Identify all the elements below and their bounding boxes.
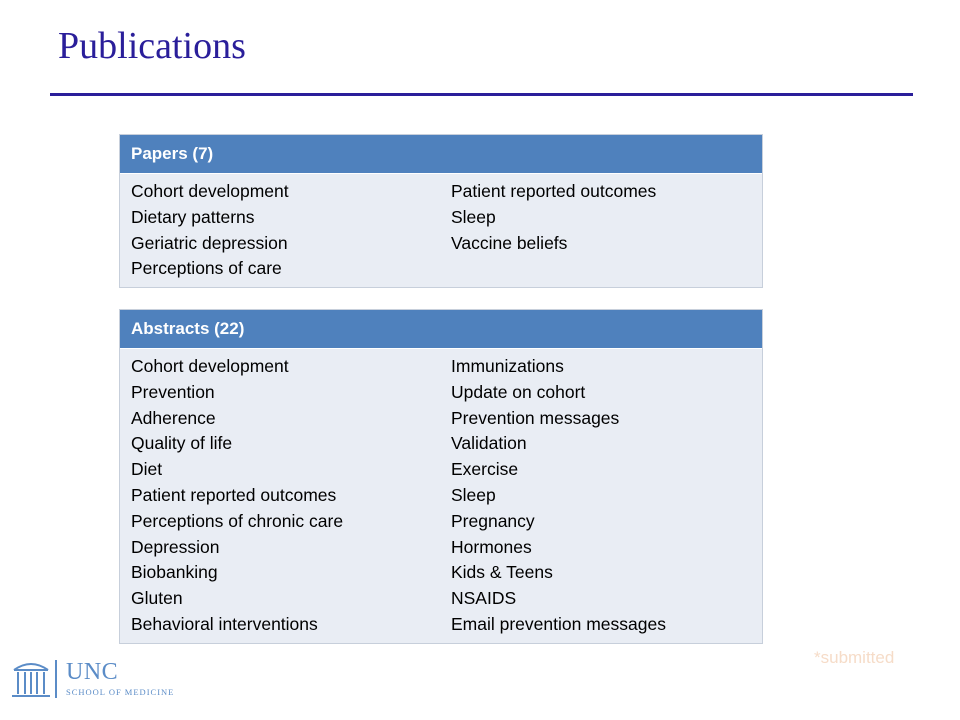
topic-item: Behavioral interventions [131,613,318,634]
topic-item: Dietary patterns [131,206,255,227]
title-underline [50,93,913,96]
abstracts-right-column [451,354,762,643]
topic-item: Exercise [451,459,519,480]
topic-item: Perceptions of care [131,258,282,279]
topic-item: Diet [131,459,163,480]
abstracts-table [119,309,763,644]
papers-right-column [451,179,762,287]
topic-item: Prevention [131,381,215,402]
abstracts-body [120,349,762,643]
topic-item: Patient reported outcomes [131,484,337,505]
topic-item: Hormones [451,536,532,557]
abstracts-left-column [131,354,451,643]
topic-item: Prevention messages [451,407,620,428]
topic-item: Cohort development [131,181,289,201]
topic-item: Perceptions of chronic care [131,510,344,531]
slide-title: Publications [58,25,246,67]
logo-subtitle: SCHOOL OF MEDICINE [66,687,175,697]
topic-item: Email prevention messages [451,613,666,634]
topic-item: Adherence [131,407,216,428]
topic-item: Biobanking [131,562,218,583]
papers-table [119,134,763,288]
topic-item: Vaccine beliefs [451,232,568,253]
topic-item: Kids & Teens [451,562,553,583]
papers-body [120,174,762,287]
papers-header: Papers (7) [120,135,762,174]
abstracts-header: Abstracts (22) [120,310,762,349]
logo-unc-text: UNC [66,659,119,685]
topic-item: Validation [451,433,527,454]
topic-item: Patient reported outcomes [451,181,657,201]
topic-item: Geriatric depression [131,232,288,253]
topic-item: Immunizations [451,356,564,376]
topic-item: Sleep [451,484,496,505]
papers-left-column [131,179,451,287]
topic-item: Gluten [131,588,183,609]
topic-item: Quality of life [131,433,233,454]
topic-item: Depression [131,536,220,557]
topic-item: NSAIDS [451,588,517,609]
topic-item: Update on cohort [451,381,586,402]
topic-item: Pregnancy [451,510,535,531]
submitted-note: *submitted [814,648,895,667]
topic-item: Sleep [451,206,496,227]
topic-item: Cohort development [131,356,289,376]
